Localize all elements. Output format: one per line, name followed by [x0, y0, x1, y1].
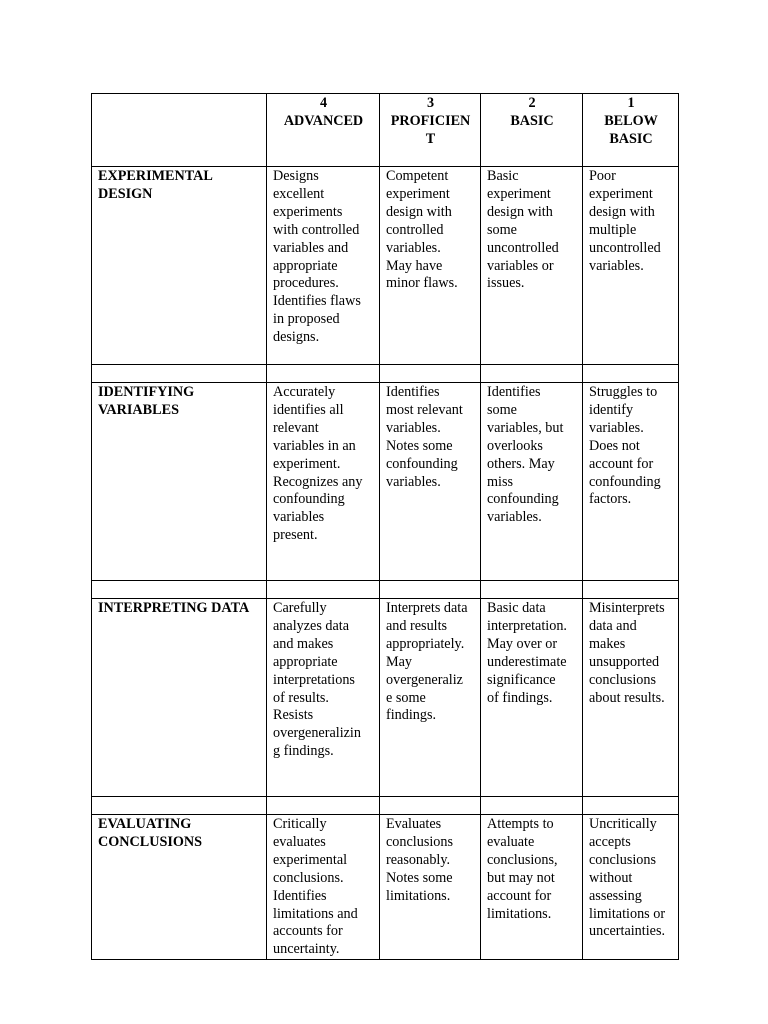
level-header-advanced — [267, 94, 380, 167]
header-row — [92, 94, 679, 167]
level-number: 3 — [426, 95, 435, 111]
criterion-label: EXPERIMENTAL DESIGN — [98, 168, 213, 202]
rubric-row-evaluating-conclusions — [92, 815, 679, 960]
descriptor-text: Poor experiment design with multiple uncontrolled variables. — [589, 168, 661, 274]
level-label: BASIC — [510, 112, 554, 129]
level-header-proficient — [380, 94, 481, 167]
descriptor-cell — [267, 383, 380, 581]
criterion-cell — [92, 599, 267, 797]
criterion-label: INTERPRETING DATA — [98, 600, 250, 616]
descriptor-text: Struggles to identify variables. Does not account for confounding factors. — [589, 384, 661, 508]
descriptor-text: Critically evaluates experimental conclusions. Identifies limitations and accounts for uncertainty. — [273, 816, 358, 958]
criterion-label: IDENTIFYING VARIABLES — [98, 384, 195, 418]
rubric-row-interpreting-data — [92, 599, 679, 797]
descriptor-text: Attempts to evaluate conclusions, but may not account for limitations. — [487, 816, 558, 922]
descriptor-text: Identifies most relevant variables. Notes some confounding variables. — [386, 384, 463, 490]
level-header-below-basic — [583, 94, 679, 167]
descriptor-text: Competent experiment design with controlled variables. May have minor flaws. — [386, 168, 458, 292]
spacer-row — [92, 365, 679, 383]
descriptor-text: Basic data interpretation. May over or underestimate significance of findings. — [487, 600, 567, 706]
descriptor-text: Accurately identifies all relevant variables in an experiment. Recognizes any confounding variables present. — [273, 384, 363, 544]
descriptor-cell — [583, 383, 679, 581]
level-number: 2 — [528, 95, 536, 111]
level-label: BELOW BASIC — [604, 112, 658, 147]
criterion-cell — [92, 383, 267, 581]
level-number: 4 — [319, 95, 328, 111]
descriptor-text: Uncritically accepts conclusions without assessing limitations or uncertainties. — [589, 816, 666, 940]
descriptor-cell — [380, 383, 481, 581]
level-header-basic — [481, 94, 583, 167]
level-number: 1 — [627, 95, 635, 111]
descriptor-cell — [380, 815, 481, 960]
descriptor-cell — [267, 167, 380, 365]
descriptor-cell — [481, 599, 583, 797]
descriptor-text: Designs excellent experiments with controlled variables and appropriate procedures. Identifies flaws in proposed designs. — [273, 168, 361, 346]
spacer-row — [92, 581, 679, 599]
level-label: ADVANCED — [283, 112, 364, 129]
descriptor-text: Interprets data and results appropriately. May overgeneraliz e some findings. — [386, 600, 468, 724]
descriptor-text: Carefully analyzes data and makes appropriate interpretations of results. Resists overgeneralizin g findings. — [273, 600, 361, 760]
descriptor-cell — [481, 383, 583, 581]
descriptor-text: Identifies some variables, but overlooks others. May miss confounding variables. — [487, 384, 564, 526]
rubric-row-experimental-design — [92, 167, 679, 365]
corner-cell — [92, 94, 267, 167]
criterion-cell — [92, 815, 267, 960]
rubric-table — [91, 93, 679, 960]
descriptor-cell — [583, 815, 679, 960]
descriptor-cell — [380, 599, 481, 797]
descriptor-cell — [583, 167, 679, 365]
descriptor-cell — [267, 599, 380, 797]
spacer-row — [92, 797, 679, 815]
descriptor-cell — [481, 815, 583, 960]
descriptor-text: Evaluates conclusions reasonably. Notes some limitations. — [386, 816, 453, 904]
criterion-cell — [92, 167, 267, 365]
criterion-label: EVALUATING CONCLUSIONS — [98, 816, 203, 850]
descriptor-cell — [380, 167, 481, 365]
descriptor-text: Basic experiment design with some uncontrolled variables or issues. — [487, 168, 559, 292]
level-label: PROFICIEN T — [390, 112, 471, 147]
descriptor-cell — [481, 167, 583, 365]
rubric-row-identifying-variables — [92, 383, 679, 581]
descriptor-cell — [267, 815, 380, 960]
descriptor-cell — [583, 599, 679, 797]
descriptor-text: Misinterprets data and makes unsupported conclusions about results. — [589, 600, 665, 706]
